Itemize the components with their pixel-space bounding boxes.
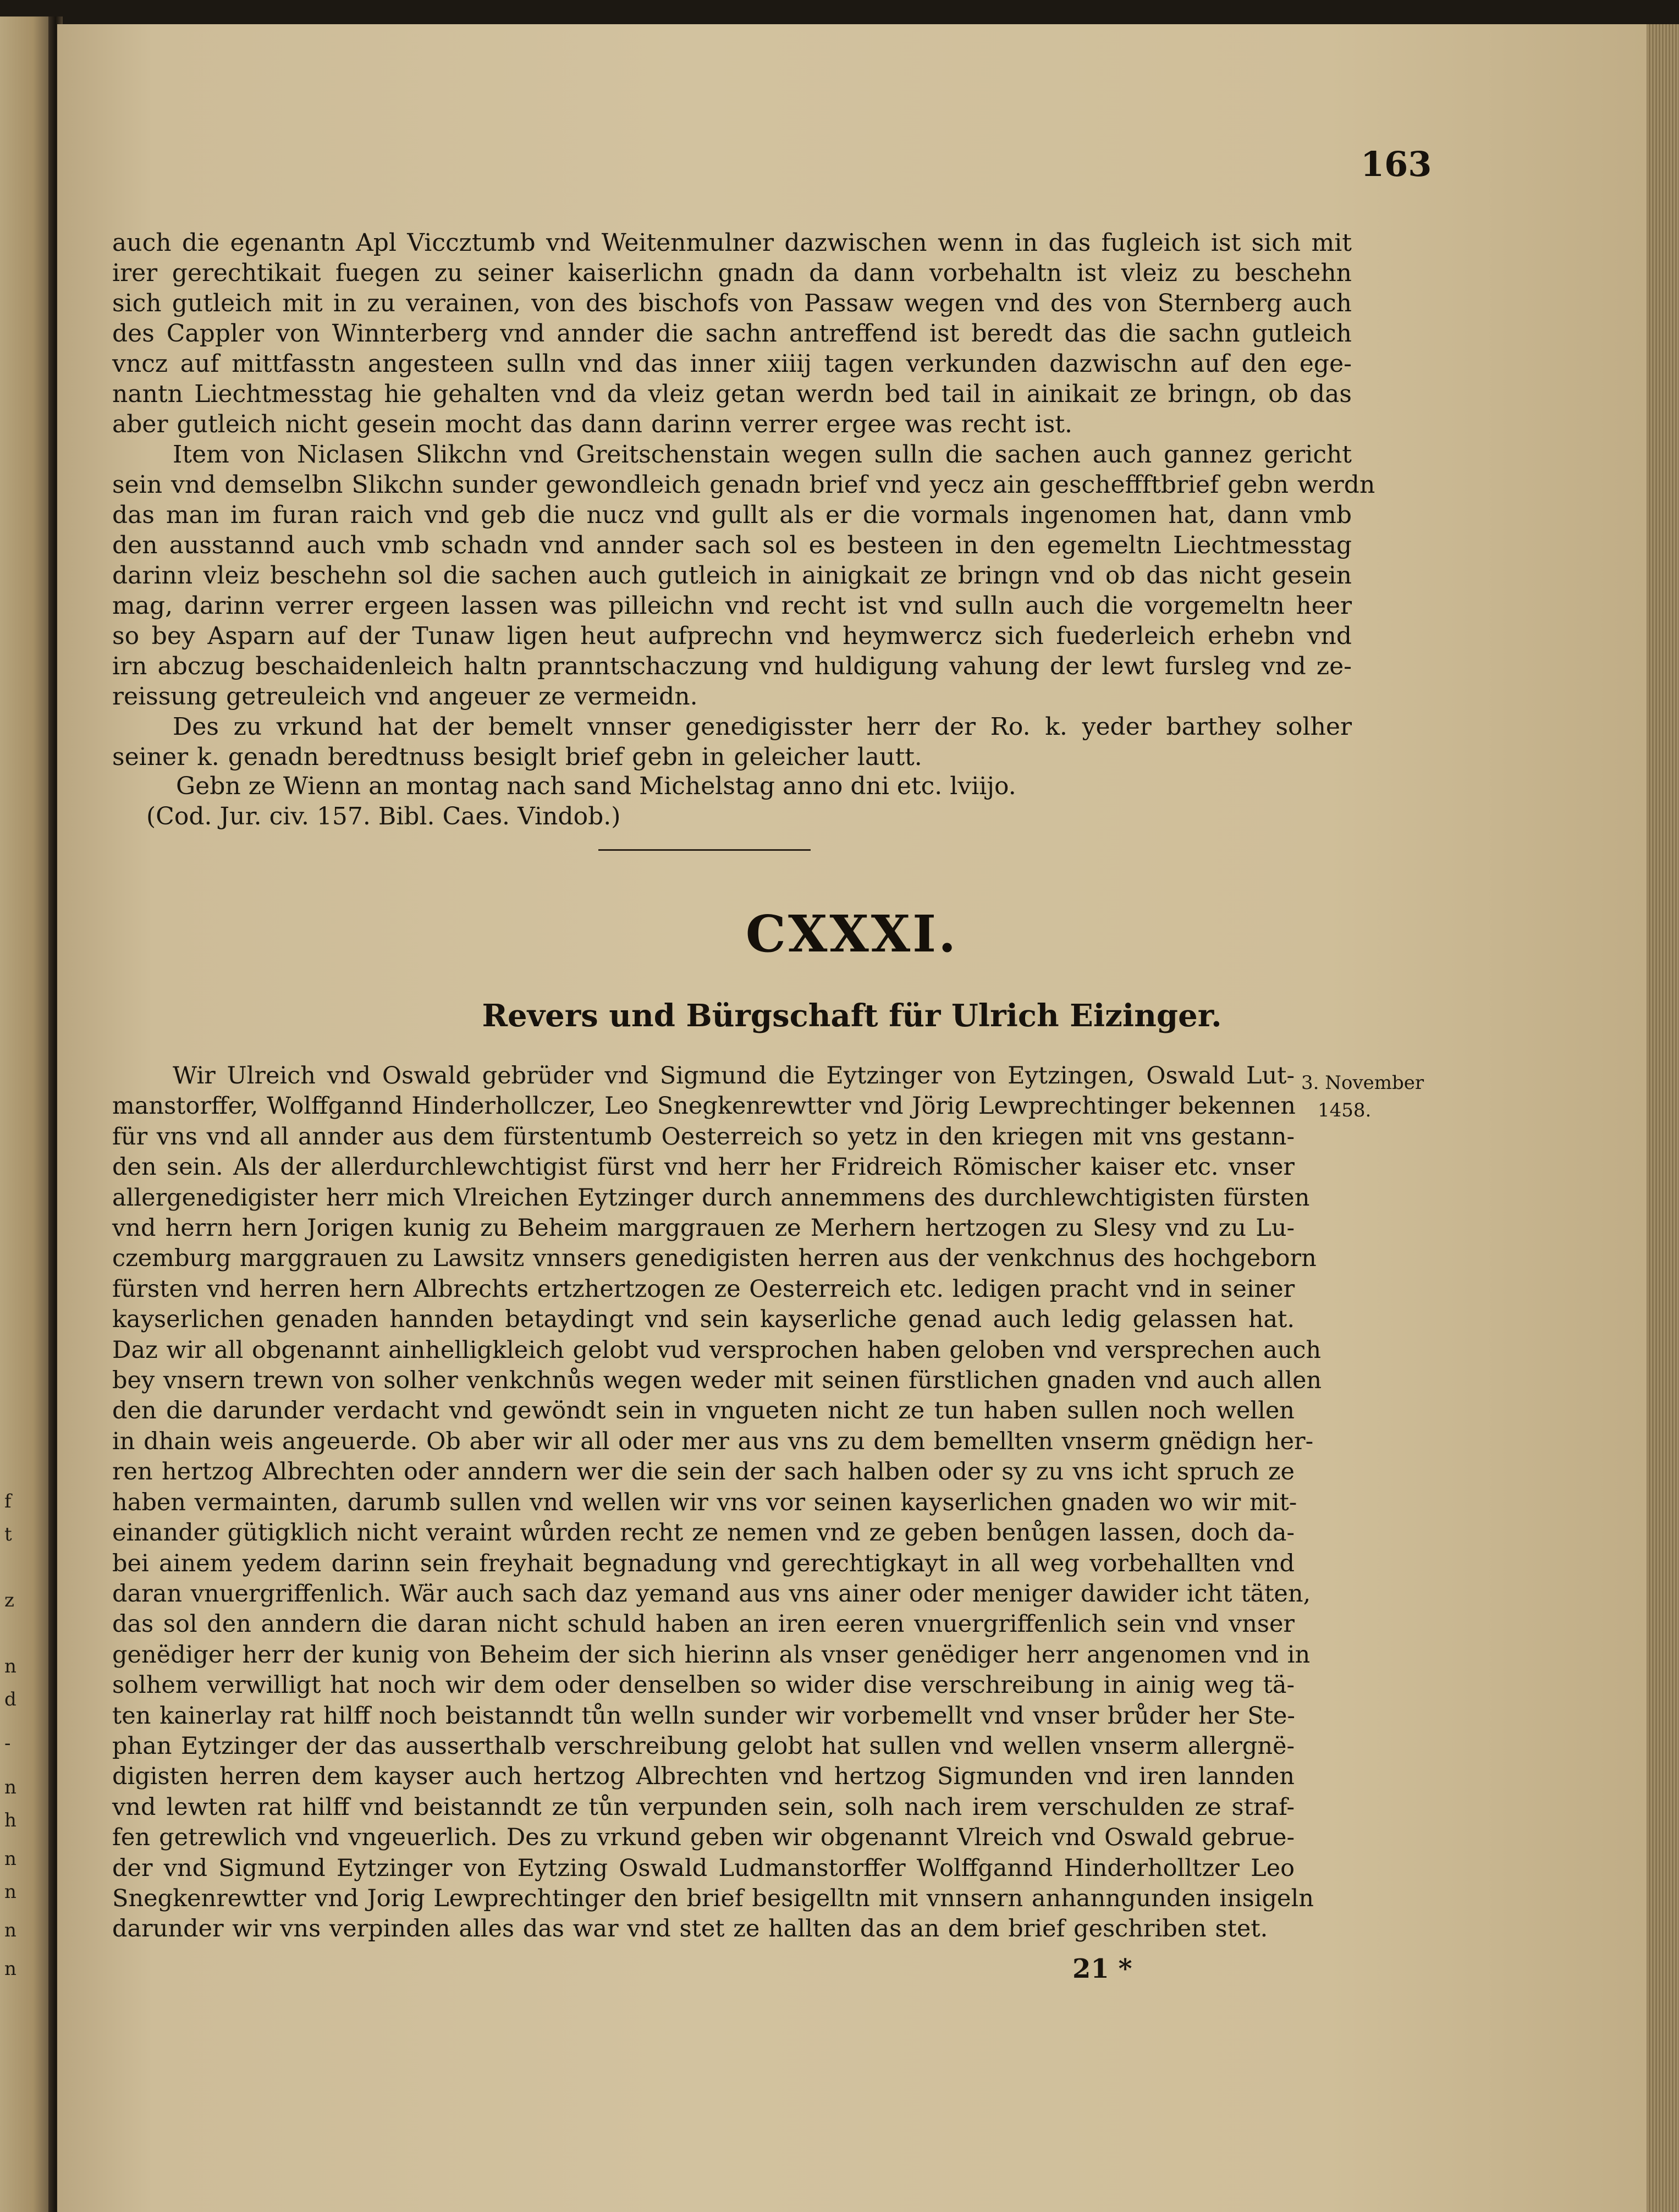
document-body <box>112 1061 1322 1945</box>
text-line: das man im furan raich vnd geb die nucz vnd gullt als er die vormals ingenomen hat, dann vmb <box>112 501 1352 529</box>
continuation-paragraph-3 <box>112 712 1352 772</box>
text-line: so bey Asparn auf der Tunaw ligen heut aufprechn vnd heymwercz sich fuederleich erhebn vnd <box>112 622 1352 650</box>
signature-mark: 21 * <box>1072 1954 1132 1984</box>
text-line: manstorffer, Wolffgannd Hinderhollczer, Leo Snegkenrewtter vnd Jörig Lewprechtinger bekennen <box>112 1092 1296 1120</box>
text-line: allergenedigister herr mich Vlreichen Eytzinger durch annemmens des durchlewchtigisten fürsten <box>112 1184 1310 1212</box>
margin-date-day: 3. November <box>1301 1072 1424 1094</box>
text-line: Snegkenrewtter vnd Jorig Lewprechtinger den brief besigelltn mit vnnsern anhanngunden insigeln <box>112 1884 1314 1912</box>
continuation-paragraph-2 <box>112 439 1375 712</box>
text-line: den sein. Als der allerdurchlewchtigist fürst vnd herr her Fridreich Römischer kaiser etc. vnser <box>112 1153 1295 1181</box>
text-line: reissung getreuleich vnd angeuer ze vermeidn. <box>112 683 698 711</box>
facing-page-letter: n <box>4 1919 16 1941</box>
text-line: czemburg marggrauen zu Lawsitz vnnsers genedigisten herren aus der venkchnus des hochgeborn <box>112 1245 1317 1273</box>
text-line: bey vnsern trewn von solher venkchnůs wegen weder mit seinen fürstlichen gnaden vnd auch allen <box>112 1367 1322 1395</box>
facing-page-letter: z <box>4 1589 14 1611</box>
text-line: das sol den anndern die daran nicht schuld haben an iren eeren vnuergriffenlich sein vnd vnser <box>112 1610 1295 1638</box>
text-line: den ausstannd auch vmb schadn vnd annder sach sol es besteen in den egemeltn Liechtmesstag <box>112 531 1352 559</box>
text-line: einander gütigklich nicht veraint wůrden recht ze nemen vnd ze geben benůgen lassen, doch da- <box>112 1519 1295 1547</box>
continuation-paragraph-1 <box>112 228 1352 439</box>
text-line: seiner k. genadn beredtnuss besiglt brief gebn in geleicher lautt. <box>112 743 922 771</box>
text-line: vnd lewten rat hilff vnd beistanndt ze tůn verpunden sein, solh nach irem verschulden ze straf- <box>112 1793 1295 1821</box>
margin-date <box>1301 1069 1424 1124</box>
book-page <box>57 24 1647 2212</box>
text-line: irn abczug beschaidenleich haltn pranntschaczung vnd huldigung vahung der lewt fursleg vnd ze- <box>112 652 1352 680</box>
facing-page-letter: d <box>4 1688 16 1710</box>
facing-page-letter: f <box>4 1490 12 1512</box>
text-line: aber gutleich nicht gesein mocht das dann darinn verrer ergee was recht ist. <box>112 410 1072 438</box>
text-line: Wir Ulreich vnd Oswald gebrüder vnd Sigmund die Eytzinger von Eytzingen, Oswald Lut- <box>173 1062 1295 1090</box>
text-line: fürsten vnd herren hern Albrechts ertzhertzogen ze Oesterreich etc. ledigen pracht vnd in seiner <box>112 1275 1295 1303</box>
facing-page-letter: n <box>4 1655 16 1677</box>
text-line: daran vnuergriffenlich. Wär auch sach daz yemand aus vns ainer oder meniger dawider icht täten, <box>112 1580 1311 1608</box>
text-line: digisten herren dem kayser auch hertzog Albrechten vnd hertzog Sigmunden vnd iren lannden <box>112 1763 1295 1791</box>
text-line: Daz wir all obgenannt ainhelligkleich gelobt vud versprochen haben geloben vnd versprechen auch <box>112 1336 1322 1364</box>
scanner-background <box>0 0 1679 26</box>
text-line: phan Eytzinger der das ausserthalb verschreibung gelobt hat sullen vnd wellen vnserm allergnë- <box>112 1732 1295 1760</box>
text-line: der vnd Sigmund Eytzinger von Eytzing Oswald Ludmanstorffer Wolffgannd Hinderholltzer Leo <box>112 1854 1295 1882</box>
text-line: vnd herrn hern Jorigen kunig zu Beheim marggrauen ze Merhern hertzogen zu Slesy vnd zu Lu- <box>112 1214 1295 1242</box>
text-line: darinn vleiz beschehn sol die sachen auch gutleich in ainigkait ze bringn vnd ob das nicht gesein <box>112 562 1352 590</box>
facing-page-letter: n <box>4 1848 16 1870</box>
facing-page-letter: t <box>4 1523 12 1545</box>
text-line: nantn Liechtmesstag hie gehalten vnd da vleiz getan werdn bed tail in ainikait ze bringn, ob das <box>112 380 1352 408</box>
facing-page-letter: n <box>4 1776 16 1798</box>
text-line: des Cappler von Winnterberg vnd annder die sachn antreffend ist beredt das die sachn gutleich <box>112 320 1352 348</box>
page-stack-edge <box>1647 24 1679 2212</box>
text-line: bei ainem yedem darinn sein freyhait begnadung vnd gerechtigkayt in all weg vorbehallten vnd <box>112 1549 1295 1577</box>
text-line: auch die egenantn Apl Viccztumb vnd Weitenmulner dazwischen wenn in das fugleich ist sich mit <box>112 229 1352 257</box>
facing-page-letter: h <box>4 1809 16 1831</box>
text-line: Item von Niclasen Slikchn vnd Greitschenstain wegen sulln die sachen auch gannez gericht <box>173 441 1352 469</box>
text-line: für vns vnd all annder aus dem fürstentumb Oesterreich so yetz in den kriegen mit vns gestann- <box>112 1122 1295 1151</box>
text-line: vncz auf mittfasstn angesteen sulln vnd das inner xiiij tagen verkunden dazwischn auf den ege- <box>112 350 1352 378</box>
document-title: Revers und Bürgschaft für Ulrich Eizinger. <box>482 998 1222 1034</box>
text-line: ten kainerlay rat hilff noch beistanndt tůn welln sunder wir vorbemellt vnd vnser brůder her Ste- <box>112 1702 1295 1730</box>
text-line: ren hertzog Albrechten oder anndern wer die sein der sach halben oder sy zu vns icht spruch ze <box>112 1458 1295 1486</box>
text-line: irer gerechtikait fuegen zu seiner kaiserlichn gnadn da dann vorbehaltn ist vleiz zu beschehn <box>112 259 1352 287</box>
text-line: mag, darinn verrer ergeen lassen was pilleichn vnd recht ist vnd sulln auch die vorgemeltn heer <box>112 592 1352 620</box>
text-line: in dhain weis angeuerde. Ob aber wir all oder mer aus vns zu dem bemellten vnserm gnëdign her- <box>112 1427 1314 1455</box>
text-line: haben vermainten, darumb sullen vnd wellen wir vns vor seinen kayserlichen gnaden wo wir mit- <box>112 1488 1297 1516</box>
dating-clause: Gebn ze Wienn an montag nach sand Michelstag anno dni etc. lviijo. <box>176 772 1016 800</box>
text-line: sich gutleich mit in zu verainen, von des bischofs von Passaw wegen vnd des von Sternberg auch <box>112 289 1352 317</box>
text-line: fen getrewlich vnd vngeuerlich. Des zu vrkund geben wir obgenannt Vlreich vnd Oswald gebrue- <box>112 1824 1295 1852</box>
facing-page-letter: n <box>4 1881 16 1903</box>
section-divider <box>598 849 811 851</box>
facing-page-edge <box>0 16 55 2212</box>
margin-date-year: 1458. <box>1318 1099 1372 1121</box>
text-line: genëdiger herr der kunig von Beheim der sich hierinn als vnser genëdiger herr angenomen vnd in <box>112 1641 1311 1669</box>
text-line: den die darunder verdacht vnd gewöndt sein in vngueten nicht ze tun haben sullen noch wellen <box>112 1397 1295 1425</box>
text-line: sein vnd demselbn Slikchn sunder gewondleich genadn brief vnd yecz ain gescheffftbrief gebn werdn <box>112 471 1375 499</box>
facing-page-letter: n <box>4 1958 16 1980</box>
facing-page-letter: - <box>4 1732 11 1754</box>
text-line: solhem verwilligt hat noch wir dem oder denselben so wider dise verschreibung in ainig weg tä- <box>112 1671 1295 1699</box>
source-citation: (Cod. Jur. civ. 157. Bibl. Caes. Vindob.) <box>146 802 621 830</box>
document-number: CXXXI. <box>745 904 959 964</box>
text-line: Des zu vrkund hat der bemelt vnnser genedigisster herr der Ro. k. yeder barthey solher <box>173 713 1352 741</box>
text-line: kayserlichen genaden hannden betaydingt vnd sein kayserliche genad auch ledig gelassen hat. <box>112 1306 1295 1334</box>
page-number: 163 <box>1361 144 1432 184</box>
text-line: darunder wir vns verpinden alles das war vnd stet ze hallten das an dem brief geschriben stet. <box>112 1915 1268 1943</box>
